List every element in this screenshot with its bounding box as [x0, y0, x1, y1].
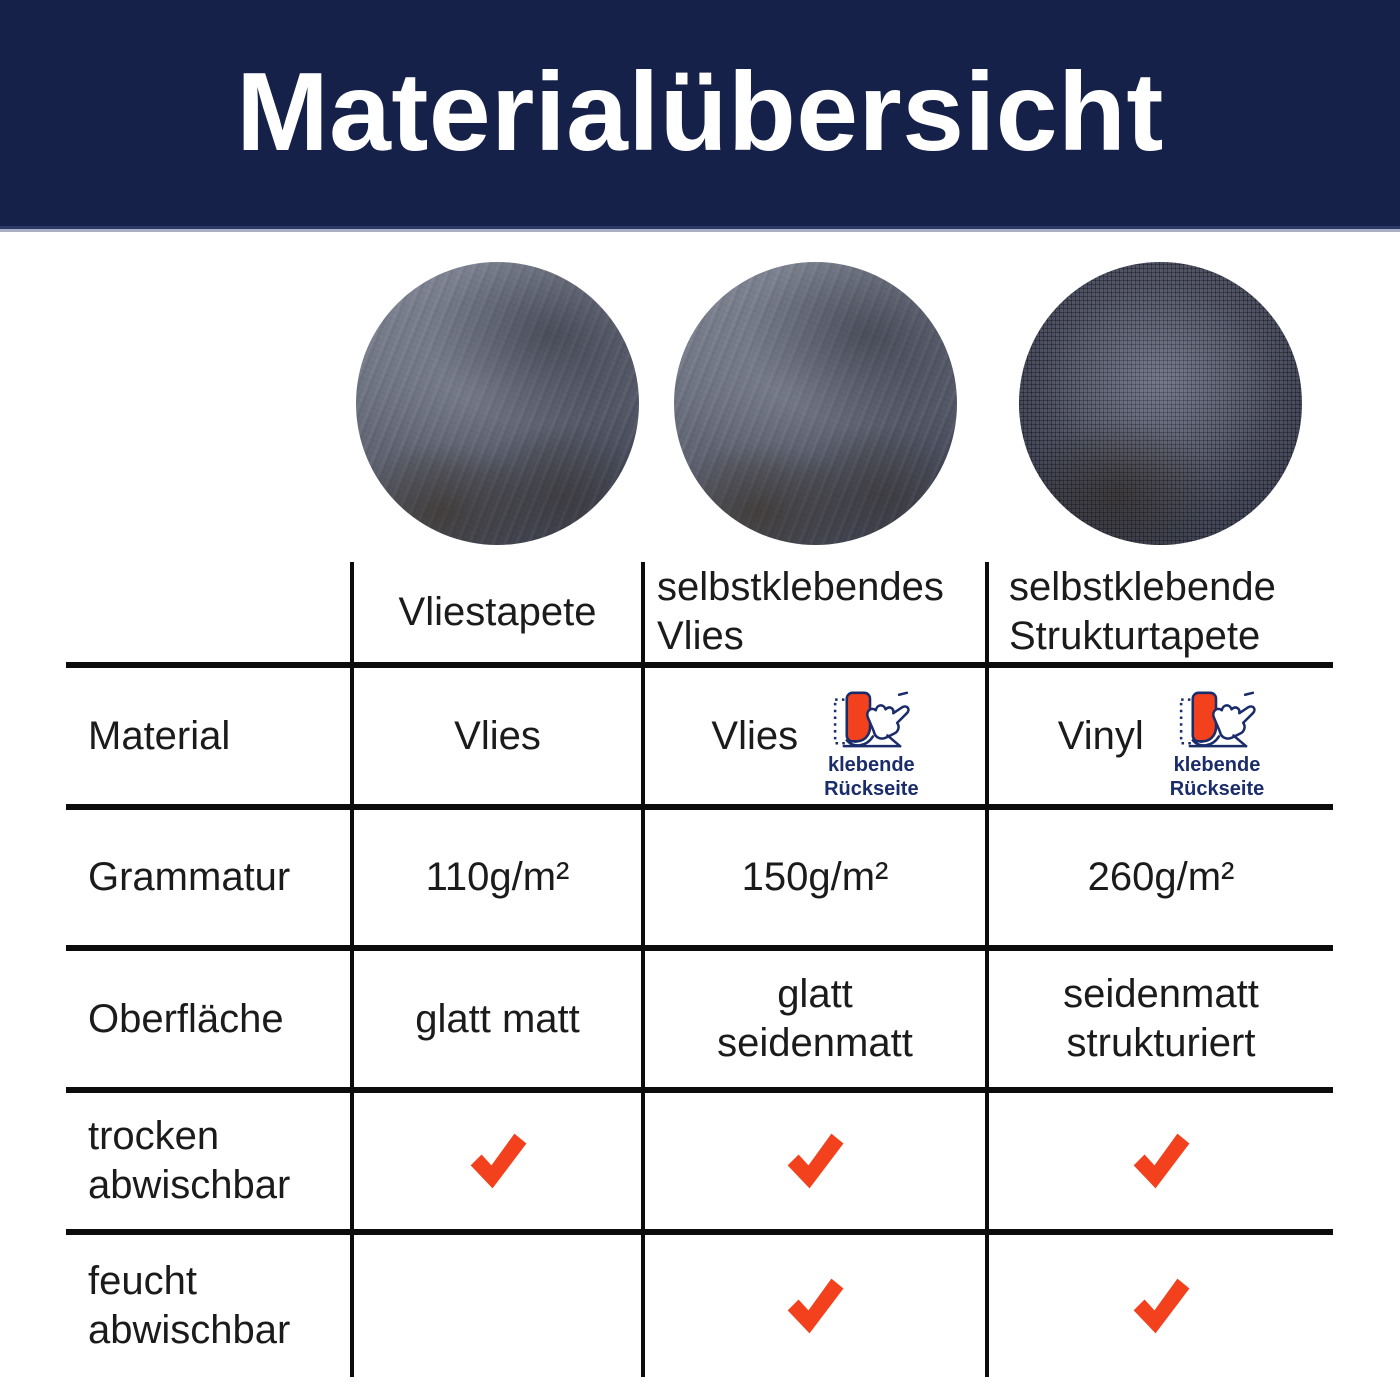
caption-line: klebende	[827, 754, 915, 776]
cell-trocken-selbstklebendes-vlies	[645, 1093, 985, 1229]
row-label-text: Grammatur	[88, 855, 291, 899]
cell-feucht-selbstklebendes-vlies	[645, 1235, 985, 1377]
row-label-feucht-abwischbar	[66, 1235, 350, 1377]
cell-material-selbstklebendes-vlies	[645, 668, 985, 804]
row-label-text: Material	[88, 713, 231, 758]
caption-line: Rückseite	[824, 778, 919, 800]
cell-feucht-strukturtapete	[989, 1235, 1333, 1377]
check-icon	[463, 1126, 533, 1196]
peel-sticker-icon	[830, 687, 912, 751]
column-header-vliestapete	[354, 562, 641, 662]
column-header-label-line: selbstklebendes	[657, 565, 944, 609]
header-bar	[0, 0, 1400, 232]
row-label-line: trocken	[88, 1114, 220, 1158]
row-label-oberflaeche	[66, 951, 350, 1087]
row-label-text: Oberfläche	[88, 996, 284, 1041]
page-title: Materialübersicht	[236, 50, 1164, 174]
cell-text: Vlies	[454, 713, 541, 758]
peel-sticker-icon	[1176, 687, 1258, 751]
cell-text: Vinyl	[1057, 713, 1144, 758]
cell-text-line: strukturiert	[1066, 1021, 1256, 1065]
cell-text-line: seidenmatt	[1063, 972, 1259, 1016]
cell-text: 260g/m²	[1087, 855, 1235, 899]
column-header-strukturtapete	[989, 562, 1333, 662]
cell-feucht-vliestapete-empty	[354, 1235, 641, 1377]
cell-text: 150g/m²	[741, 855, 889, 899]
adhesive-back-caption	[1170, 753, 1265, 801]
adhesive-back-badge	[1170, 687, 1265, 801]
swatch-vliestapete	[356, 262, 639, 545]
cell-oberflaeche-vliestapete	[354, 951, 641, 1087]
caption-line: Rückseite	[1169, 778, 1265, 800]
cell-text: 110g/m²	[425, 855, 570, 899]
check-icon	[1126, 1271, 1196, 1341]
row-label-grammatur	[66, 810, 350, 945]
caption-line: klebende	[1173, 754, 1261, 776]
cell-trocken-strukturtapete	[989, 1093, 1333, 1229]
row-label-line: feucht	[88, 1259, 197, 1303]
row-label-line: abwischbar	[88, 1163, 291, 1207]
column-header-label-line: selbstklebende	[1009, 565, 1276, 609]
cell-oberflaeche-strukturtapete	[989, 951, 1333, 1087]
cell-material-strukturtapete	[989, 668, 1333, 804]
cell-grammatur-selbstklebendes-vlies	[645, 810, 985, 945]
cell-text-line: glatt	[777, 972, 853, 1016]
check-icon	[780, 1271, 850, 1341]
cell-grammatur-vliestapete	[354, 810, 641, 945]
row-label-line: abwischbar	[88, 1308, 291, 1352]
column-header-label-line: Strukturtapete	[1009, 614, 1261, 658]
column-header-selbstklebendes-vlies	[645, 562, 985, 662]
adhesive-back-badge	[824, 687, 919, 801]
cell-text: glatt matt	[415, 996, 580, 1041]
adhesive-back-caption	[824, 753, 919, 801]
check-icon	[780, 1126, 850, 1196]
row-label-trocken-abwischbar	[66, 1093, 350, 1229]
row-label-material	[66, 668, 350, 804]
swatch-selbstklebendes-vlies	[674, 262, 957, 545]
swatch-strukturtapete	[1019, 262, 1302, 545]
cell-trocken-vliestapete	[354, 1093, 641, 1229]
cell-material-vliestapete	[354, 668, 641, 804]
cell-text-line: seidenmatt	[717, 1021, 913, 1065]
column-header-label: Vliestapete	[398, 589, 597, 634]
column-header-label-line: Vlies	[657, 614, 744, 658]
check-icon	[1126, 1126, 1196, 1196]
cell-text: Vlies	[711, 713, 799, 758]
cell-oberflaeche-selbstklebendes-vlies	[645, 951, 985, 1087]
cell-grammatur-strukturtapete	[989, 810, 1333, 945]
